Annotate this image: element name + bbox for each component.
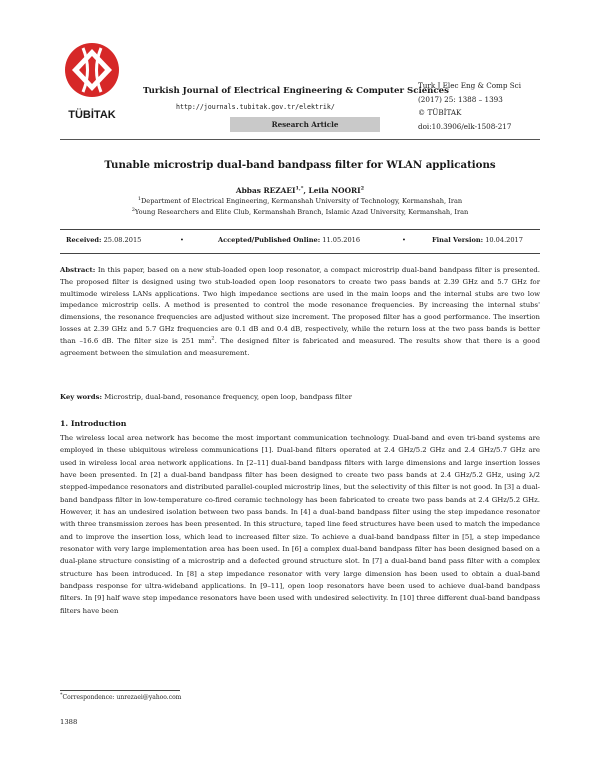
correspondence-email[interactable]: unrezaei@yahoo.com	[116, 694, 182, 701]
footnote-label: Correspondence:	[62, 694, 115, 701]
paper-title: Tunable microstrip dual-band bandpass filter for WLAN applications	[104, 159, 496, 171]
author-1: Abbas REZAEI	[235, 186, 296, 195]
received-value: 25.08.2015	[103, 236, 142, 244]
abstract-text-end: . The designed filter is fabricated and measured. The results show that there is a good agreement between the simulation and measurement.	[60, 336, 540, 357]
doi[interactable]: doi:10.3906/elk-1508-217	[418, 121, 512, 131]
affiliation-2-text: Young Researchers and Elite Club, Kermanshah Branch, Islamic Azad University, Kermanshah, Iran	[134, 208, 469, 216]
keywords	[60, 392, 540, 404]
accepted-value: 11.05.2016	[322, 236, 361, 244]
keywords-label: Key words:	[60, 393, 103, 401]
citation-journal: Turk J Elec Eng & Comp Sci	[418, 81, 521, 90]
abstract	[60, 265, 540, 359]
abstract-label: Abstract:	[60, 266, 96, 274]
author-separator: ,	[303, 186, 309, 195]
author-line	[0, 186, 600, 195]
citation-block	[418, 79, 521, 133]
footnote-rule	[60, 690, 180, 691]
introduction-text: The wireless local area network has become the most important communication technology. Dual-band and even tri-band systems are employed in these ubiquitous wireless communications [1]. Dual-band filters operated at 2.4 GHz/5.2 GHz and 2.4 GHz/5.7 GHz are used in wireless local area network applications. In [2–11] dual-band bandpass filters with large dimensions and large insertion losses have been presented. In [2] a dual-band bandpass filter has been designed to create two pass bands at 2.4 GHz/5.2 GHz, using λ/2 stepped-impedance resonators and distributed parallel-coupled microstrip lines, but the selectivity of this filter is not good. In [3] a dual-band bandpass filter in low-temperature co-fired ceramic technology has been fabricated to create two pass bands at 2.4 GHz/5.2 GHz. However, it has an undesired isolation between two pass bands. In [4] a dual-band bandpass filter using the step impedance resonator with three transmission zeroes has been presented. In this structure, taped line feed structures have been used to match the impedance and to improve the insertion loss, which lead to increased filter size. To achieve a dual-band bandpass filter in [5], a step impedance resonator with very large implementation area has been used. In [6] a complex dual-band bandpass filter has been designed based on a dual-plane structure consisting of a microstrip and a defected ground structure slot. In [7] a dual-band band pass filter with a complex structure has been introduced. In [8] a step impedance resonator with very large dimension has been used to obtain a dual-band bandpass response for ultra-wideband applications. In [9–11], open loop resonators have been used to achieve dual-band bandpass filters. In [9] half wave step impedance resonators have been used with undesired selectivity. In [10] three different dual-band bandpass filters have been	[60, 434, 540, 615]
keywords-text: Microstrip, dual-band, resonance frequency, open loop, bandpass filter	[104, 393, 352, 401]
header-divider	[60, 139, 540, 140]
bullet-2: •	[402, 236, 406, 244]
correspondence-footnote	[60, 694, 181, 701]
abstract-area-sup: 2	[211, 335, 215, 342]
author-1-sup: 1,*	[295, 185, 304, 192]
section-heading-introduction: 1. Introduction	[60, 419, 127, 428]
tubitak-logo	[60, 40, 124, 124]
affiliation-1-text: Department of Electrical Engineering, Kermanshah University of Technology, Kermanshah, Iran	[141, 197, 463, 205]
final-label: Final Version:	[432, 236, 484, 244]
author-2: Leila NOORI	[308, 186, 361, 195]
footnote-marker: *	[60, 692, 63, 698]
affiliation-2-sup: 2	[131, 206, 135, 213]
article-type-label: Research Article	[230, 117, 380, 132]
svg-text:TÜBİTAK: TÜBİTAK	[68, 109, 116, 121]
affiliation-1-sup: 1	[137, 195, 141, 202]
received-date	[66, 236, 141, 244]
dates-top-rule	[60, 229, 540, 230]
page-number: 1388	[60, 718, 78, 726]
journal-url[interactable]: http://journals.tubitak.gov.tr/elektrik/	[176, 103, 335, 111]
final-version-date	[432, 236, 523, 244]
citation-volume: (2017) 25: 1388 – 1393	[418, 94, 503, 104]
tubitak-emblem-icon	[60, 40, 124, 124]
received-label: Received:	[66, 236, 102, 244]
dates-bar	[60, 236, 540, 248]
accepted-date	[218, 236, 360, 244]
author-2-sup: 2	[360, 185, 365, 192]
final-value: 10.04.2017	[485, 236, 523, 244]
accepted-label: Accepted/Published Online:	[218, 236, 321, 244]
affiliation-1	[0, 197, 600, 205]
affiliation-2	[0, 208, 600, 216]
journal-title: Turkish Journal of Electrical Engineering & Computer Sciences	[143, 86, 449, 96]
bullet-1: •	[180, 236, 184, 244]
copyright: © TÜBİTAK	[418, 108, 462, 117]
dates-bottom-rule	[60, 253, 540, 254]
abstract-text: In this paper, based on a new stub-loaded open loop resonator, a compact microstrip dual-band bandpass filter is presented. The proposed filter is designed using two stub-loaded open loop resonators to create two pass bands at 2.39 GHz and 5.7 GHz for multimode wireless LANs applications. Two high impedance sections are used in the main loops and the internal stubs are two low impedance microstrip cells. A method is presented to control the mode resonance frequencies. By increasing the internal stubs' dimensions, the resonance frequencies are adjusted without size increment. The proposed filter has a good performance. The insertion losses at 2.39 GHz and 5.7 GHz frequencies are 0.1 dB and 0.4 dB, respectively, while the return loss at the two pass bands is better than –16.6 dB. The filter size is 251 mm	[60, 266, 540, 345]
